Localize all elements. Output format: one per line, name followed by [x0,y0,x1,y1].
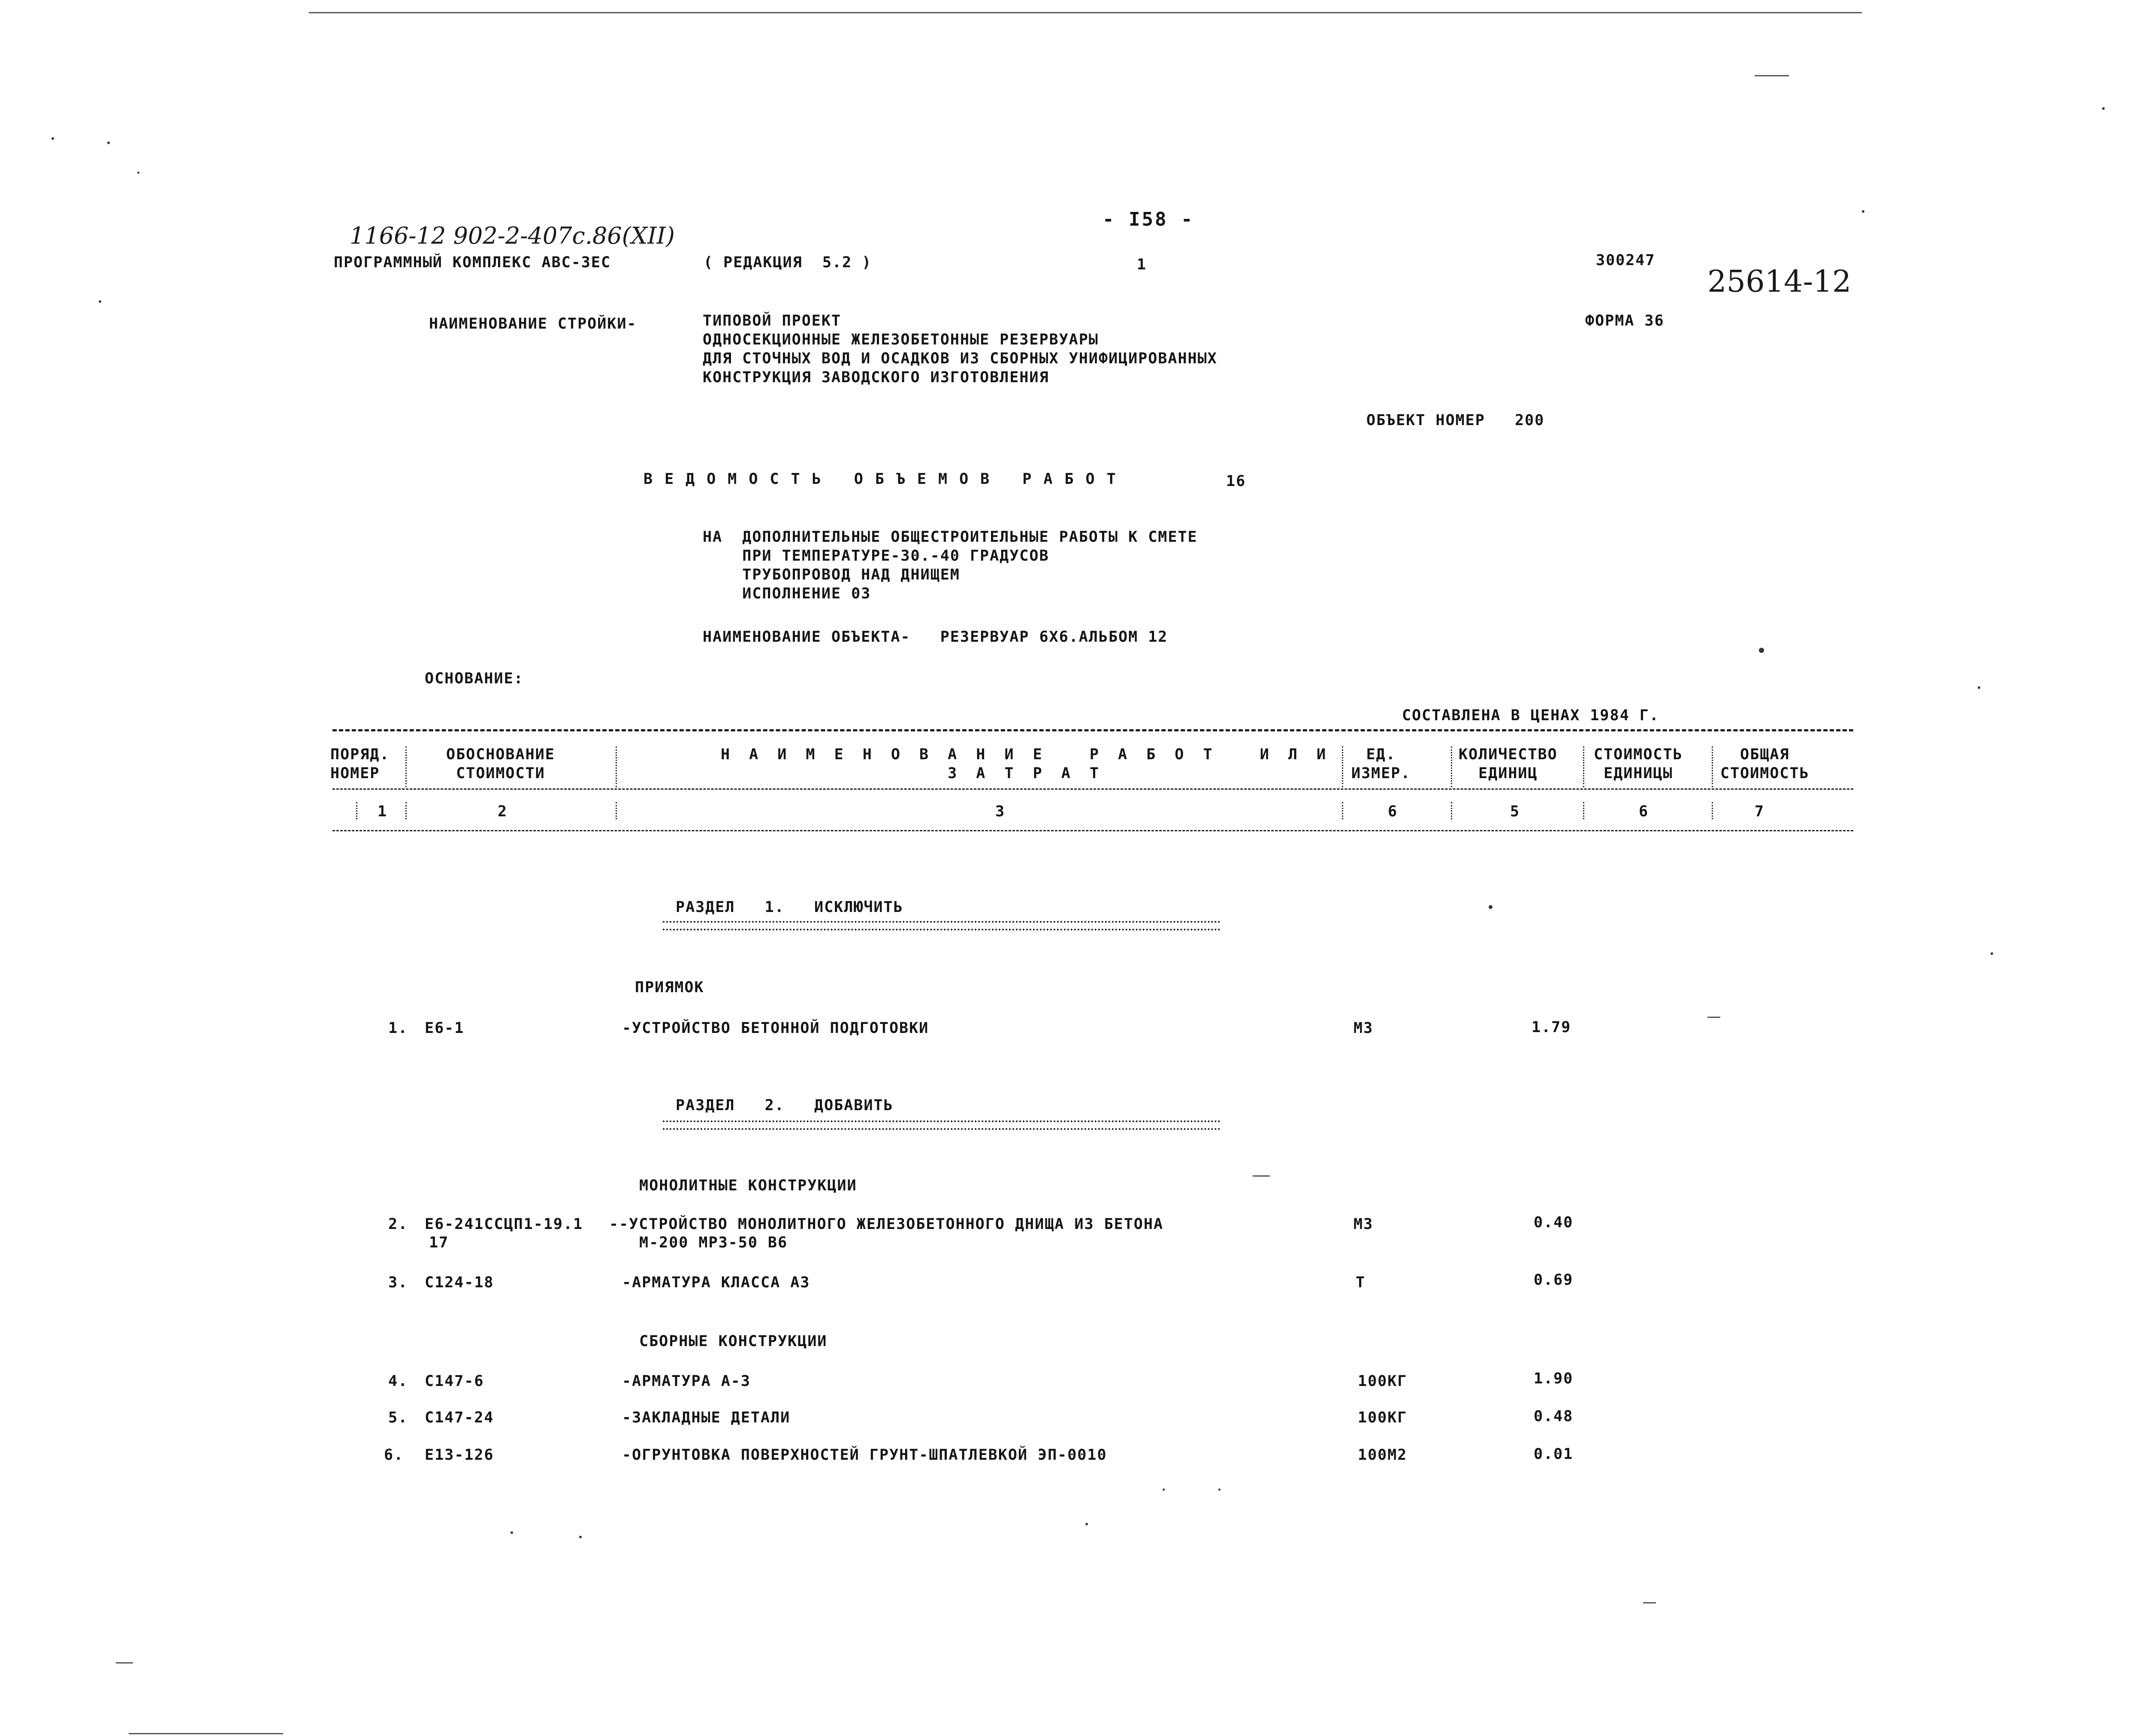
prices-note: СОСТАВЛЕНА В ЦЕНАХ 1984 Г. [1402,707,1659,724]
statement-title: ВЕДОМОСТЬ ОБЪЕМОВ РАБОТ [644,471,1128,488]
group-name: СБОРНЫЕ КОНСТРУКЦИИ [639,1333,828,1350]
col-separator [356,802,357,819]
sheet-number: 1 [1137,256,1147,273]
row-quantity: 0.01 [1534,1446,1574,1463]
row-name-line-3: ДЛЯ СТОЧНЫХ ВОД И ОСАДКОВ ИЗ СБОРНЫХ УНИФИЦИРОВАННЫХ [703,350,1218,367]
row-code: С147-24 [425,1409,494,1426]
row-number: 1. [388,1020,408,1037]
edition: ( РЕДАКЦИЯ 5.2 ) [704,254,872,271]
header-col-1: ПОРЯД. НОМЕР [330,746,390,782]
scan-speck [1163,1488,1165,1491]
column-number-7: 7 [1755,803,1765,820]
header-col-2: ОБОСНОВАНИЕ СТОИМОСТИ [446,746,555,782]
scan-mark [1643,1602,1656,1603]
scan-speck [579,1536,582,1538]
column-number-1: 1 [378,803,388,820]
col-separator [1451,746,1452,787]
row-unit: Т [1356,1274,1366,1291]
row-description: -АРМАТУРА А-3 [622,1373,751,1390]
row-name-label: НАИМЕНОВАНИЕ СТРОЙКИ- [429,315,637,332]
header-col-6: СТОИМОСТЬ ЕДИНИЦЫ [1594,746,1683,782]
row-code: Е6-241ССЦП1-19.1 [425,1216,583,1233]
row-quantity: 0.48 [1534,1408,1574,1425]
program-name: ПРОГРАММНЫЙ КОМПЛЕКС АВС-ЗЕС [334,254,611,271]
row-name-line-4: КОНСТРУКЦИЯ ЗАВОДСКОГО ИЗГОТОВЛЕНИЯ [703,369,1049,386]
scan-speck [1862,210,1864,213]
handwritten-top-code: 1166-12 902-2-407с.86(XII) [350,222,675,249]
scan-speck [1489,905,1492,909]
row-number: 6. [384,1446,404,1464]
group-name: МОНОЛИТНЫЕ КОНСТРУКЦИИ [639,1177,857,1194]
row-quantity: 0.69 [1534,1271,1574,1289]
statement-number: 16 [1226,473,1246,490]
column-number-3: 3 [995,803,1006,820]
header-col-5: КОЛИЧЕСТВО ЕДИНИЦ [1459,746,1558,782]
row-code: Е13-126 [425,1446,494,1464]
basis-label: ОСНОВАНИЕ: [425,670,524,687]
column-number-5: 5 [1510,803,1520,820]
col-separator [1451,802,1452,819]
row-code-continuation: 17 [429,1234,449,1251]
section-title: РАЗДЕЛ 2. ДОБАВИТЬ [676,1097,894,1114]
row-unit: М3 [1353,1216,1374,1233]
scan-speck [51,137,54,140]
row-quantity: 1.79 [1532,1019,1571,1036]
scan-mark [116,1662,133,1664]
scan-speck [1218,1488,1221,1491]
scan-speck [99,300,101,303]
row-quantity: 0.40 [1534,1214,1574,1231]
col-separator [405,802,407,819]
section-underline [663,1120,1221,1130]
row-code: С124-18 [425,1274,494,1291]
col-separator [1342,802,1343,819]
row-description: -ОГРУНТОВКА ПОВЕРХНОСТЕЙ ГРУНТ-ШПАТЛЕВКОЙ ЭП-0010 [622,1446,1107,1464]
scan-speck [137,172,139,174]
row-code: С147-6 [425,1373,484,1390]
header-col-3: Н А И М Е Н О В А Н И Е Р А Б О Т И Л И З А Т Р А Т [721,746,1331,782]
row-description-line-2: М-200 МРЗ-50 В6 [639,1234,788,1251]
scan-mark [1253,1175,1270,1177]
section-title: РАЗДЕЛ 1. ИСКЛЮЧИТЬ [676,899,903,916]
page-number: - I58 - [1103,208,1194,230]
group-name: ПРИЯМОК [635,979,704,996]
column-number-4: 6 [1388,803,1398,820]
scan-mark [1755,75,1789,76]
row-name-line-1: ТИПОВОЙ ПРОЕКТ [703,312,842,329]
scan-speck [1085,1523,1088,1525]
col-separator [1583,746,1584,787]
top-border-line [309,12,1862,13]
col-separator [1712,746,1713,787]
scan-speck [1991,952,1993,955]
row-number: 5. [388,1409,408,1426]
row-unit: 100М2 [1358,1446,1408,1464]
row-number: 3. [388,1274,408,1291]
purpose-line-2: ПРИ ТЕМПЕРАТУРЕ-30.-40 ГРАДУСОВ [703,547,1049,565]
row-number: 4. [388,1373,408,1390]
scan-mark [129,1733,283,1734]
col-separator [1342,746,1343,787]
code-number: 300247 [1596,252,1656,269]
section-underline [663,921,1221,930]
row-quantity: 1.90 [1534,1370,1574,1387]
row-unit: 100КГ [1358,1373,1408,1390]
scan-speck [2102,107,2105,110]
column-number-6: 6 [1639,803,1649,820]
scan-speck [1978,686,1980,689]
object-name: НАИМЕНОВАНИЕ ОБЪЕКТА- РЕЗЕРВУАР 6Х6.АЛЬБОМ 12 [703,628,1168,646]
purpose-line-3: ТРУБОПРОВОД НАД ДНИЩЕМ [703,566,960,583]
scan-mark [1707,1017,1720,1018]
header-col-4: ЕД. ИЗМЕР. [1351,746,1411,782]
row-name-line-2: ОДНОСЕКЦИОННЫЕ ЖЕЛЕЗОБЕТОННЫЕ РЕЗЕРВУАРЫ [703,331,1099,348]
row-unit: М3 [1353,1020,1374,1037]
scan-speck [1759,648,1764,653]
col-separator [1583,802,1584,819]
table-rule-header-bottom [332,788,1853,790]
form-number: ФОРМА 36 [1585,312,1665,329]
row-description: -ЗАКЛАДНЫЕ ДЕТАЛИ [622,1409,791,1426]
scan-speck [107,142,110,144]
col-separator [616,802,617,819]
row-number: 2. [388,1216,408,1233]
header-col-7: ОБЩАЯ СТОИМОСТЬ [1720,746,1810,782]
purpose-line-4: ИСПОЛНЕНИЕ 03 [703,585,871,602]
col-separator [616,746,617,787]
handwritten-right-code: 25614-12 [1707,264,1852,299]
col-separator [1712,802,1713,819]
col-separator [405,746,407,787]
purpose-line-1: НА ДОПОЛНИТЕЛЬНЫЕ ОБЩЕСТРОИТЕЛЬНЫЕ РАБОТЫ К СМЕТЕ [703,528,1198,546]
row-description: --УСТРОЙСТВО МОНОЛИТНОГО ЖЕЛЕЗОБЕТОННОГО ДНИЩА ИЗ БЕТОНА [609,1216,1164,1233]
scan-speck [511,1531,513,1534]
column-number-2: 2 [498,803,508,820]
row-description: -АРМАТУРА КЛАССА А3 [622,1274,810,1291]
table-rule-top [332,729,1853,731]
row-unit: 100КГ [1358,1409,1408,1426]
table-rule-colnum-bottom [332,830,1853,831]
object-number: ОБЪЕКТ НОМЕР 200 [1366,412,1545,429]
row-description: -УСТРОЙСТВО БЕТОННОЙ ПОДГОТОВКИ [622,1020,929,1037]
row-code: Е6-1 [425,1020,465,1037]
